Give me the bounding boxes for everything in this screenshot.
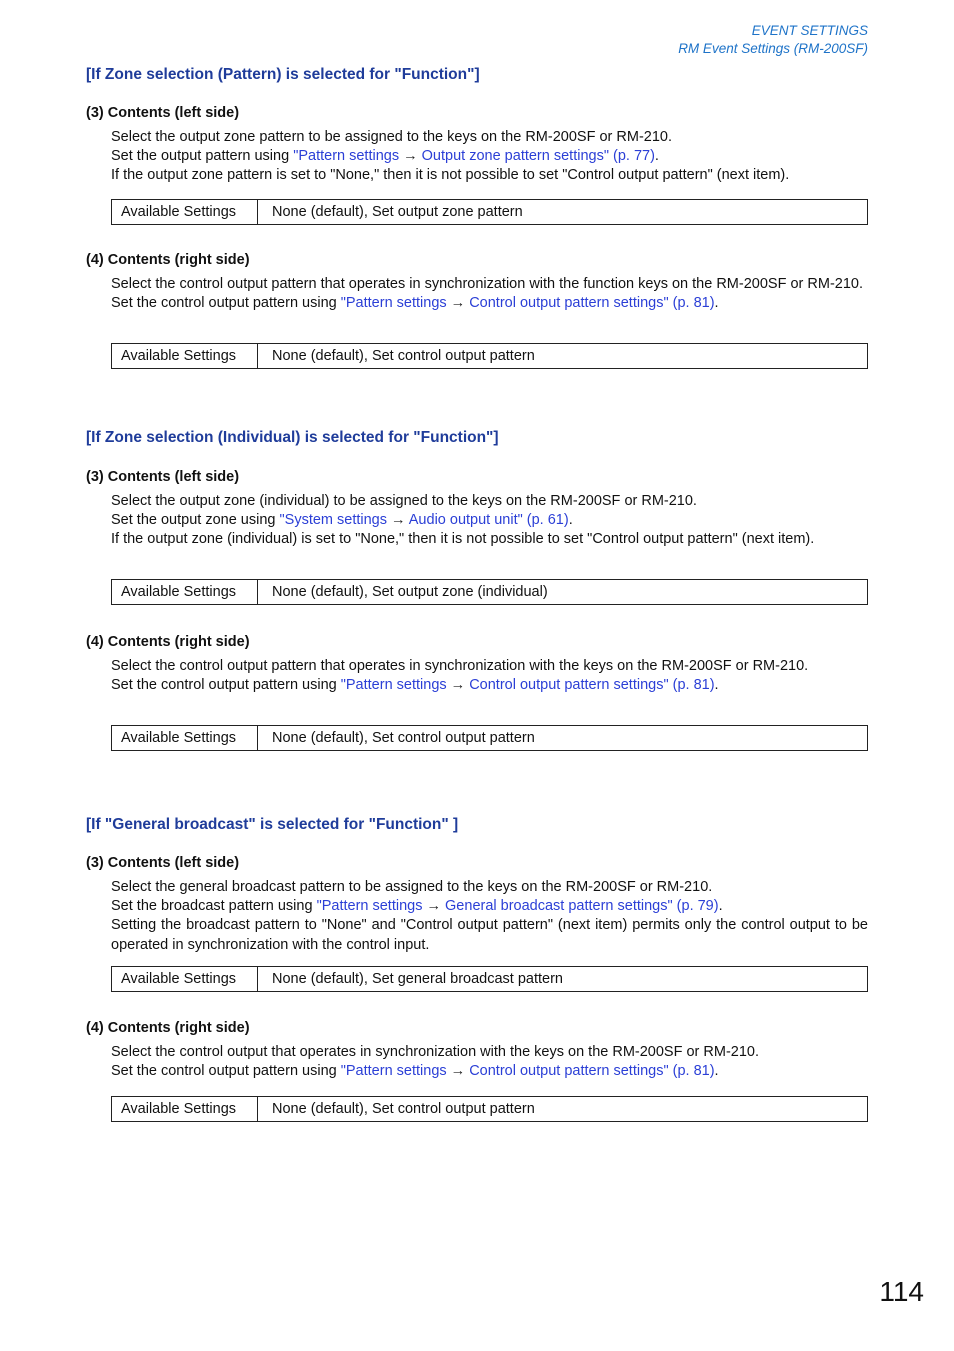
table-value: None (default), Set general broadcast pattern [272, 971, 563, 987]
table-value: None (default), Set output zone (individual) [272, 584, 548, 600]
subheading-left-side: (3) Contents (left side) [86, 469, 240, 485]
table-label: Available Settings [112, 344, 258, 368]
header-section: RM Event Settings (RM-200SF) [678, 41, 868, 56]
link-control-output-pattern-settings[interactable]: Control output pattern settings" (p. 81) [469, 295, 715, 312]
section-title-zone-pattern: [If Zone selection (Pattern) is selected for "Function"] [86, 66, 480, 83]
arrow-icon: → [450, 1063, 466, 1080]
table-label: Available Settings [112, 1097, 258, 1121]
section-title-general-broadcast: [If "General broadcast" is selected for "Function" ] [86, 816, 459, 833]
arrow-icon: → [403, 148, 418, 165]
table-label: Available Settings [112, 580, 258, 604]
link-control-output-pattern-settings[interactable]: Control output pattern settings" (p. 81) [469, 677, 715, 694]
link-output-zone-pattern-settings[interactable]: Output zone pattern settings" (p. 77) [421, 148, 655, 165]
header-chapter: EVENT SETTINGS [751, 23, 868, 38]
arrow-icon: → [391, 512, 406, 529]
subheading-left-side: (3) Contents (left side) [86, 105, 240, 121]
available-settings-table [111, 1096, 868, 1122]
available-settings-table [111, 725, 868, 751]
table-value: None (default), Set control output pattern [272, 1101, 535, 1117]
available-settings-table [111, 579, 868, 605]
link-control-output-pattern-settings[interactable]: Control output pattern settings" (p. 81) [469, 1063, 715, 1080]
arrow-icon: → [450, 295, 466, 312]
arrow-icon: → [450, 677, 466, 694]
link-pattern-settings[interactable]: "Pattern settings [340, 1063, 447, 1080]
table-value: None (default), Set output zone pattern [272, 204, 523, 220]
paragraph-right-side: Select the control output pattern that operates in synchronization with the keys on the RM-200SF or RM-210. Set the control output pattern using "Pattern settings → Control output pattern settings" (p. 81). [111, 658, 809, 694]
subheading-left-side: (3) Contents (left side) [86, 855, 240, 871]
paragraph-left-side: Select the general broadcast pattern to be assigned to the keys on the RM-200SF or RM-210. Set the broadcast pattern using "Pattern settings → General broadcast pattern settings" (p. 79). Setting the broadcast pattern to "None" and "Control output pattern" (next item) permits only the control output to be operated in synchronization with the control input. [111, 879, 868, 953]
available-settings-table [111, 966, 868, 992]
link-pattern-settings[interactable]: "Pattern settings [316, 898, 423, 915]
link-general-broadcast-pattern-settings[interactable]: General broadcast pattern settings" (p. 79) [445, 898, 719, 915]
paragraph-right-side: Select the control output pattern that operates in synchronization with the function keys on the RM-200SF or RM-210. Set the control output pattern using "Pattern settings → Control output pattern settings" (p. 81). [111, 276, 863, 312]
available-settings-table [111, 199, 868, 225]
paragraph-left-side: Select the output zone pattern to be assigned to the keys on the RM-200SF or RM-210. Set the output pattern using "Pattern settings → Output zone pattern settings" (p. 77). If the output zone pattern is set to "None," then it is not possible to set "Control output pattern" (next item). [111, 129, 790, 184]
subheading-right-side: (4) Contents (right side) [86, 1020, 250, 1036]
link-pattern-settings[interactable]: "Pattern settings [340, 295, 447, 312]
table-label: Available Settings [112, 726, 258, 750]
link-pattern-settings[interactable]: "Pattern settings [340, 677, 447, 694]
page-number: 114 [879, 1276, 924, 1307]
paragraph-right-side: Select the control output that operates in synchronization with the keys on the RM-200SF or RM-210. Set the control output pattern using "Pattern settings → Control output pattern settings" (p. 81). [111, 1044, 760, 1080]
available-settings-table [111, 343, 868, 369]
table-label: Available Settings [112, 967, 258, 991]
link-system-settings[interactable]: "System settings [279, 512, 387, 529]
arrow-icon: → [426, 898, 441, 915]
section-title-zone-individual: [If Zone selection (Individual) is selected for "Function"] [86, 429, 499, 446]
subheading-right-side: (4) Contents (right side) [86, 252, 250, 268]
table-value: None (default), Set control output pattern [272, 348, 535, 364]
running-header [678, 22, 868, 58]
table-label: Available Settings [112, 200, 258, 224]
link-audio-output-unit[interactable]: Audio output unit" (p. 61) [408, 512, 569, 529]
paragraph-left-side: Select the output zone (individual) to be assigned to the keys on the RM-200SF or RM-210. Set the output zone using "System settings → Audio output unit" (p. 61). If the output zone (individual) is set to "None," then it is not possible to set "Control output pattern" (next item). [111, 493, 815, 548]
link-pattern-settings[interactable]: "Pattern settings [293, 148, 400, 165]
subheading-right-side: (4) Contents (right side) [86, 634, 250, 650]
table-value: None (default), Set control output pattern [272, 730, 535, 746]
